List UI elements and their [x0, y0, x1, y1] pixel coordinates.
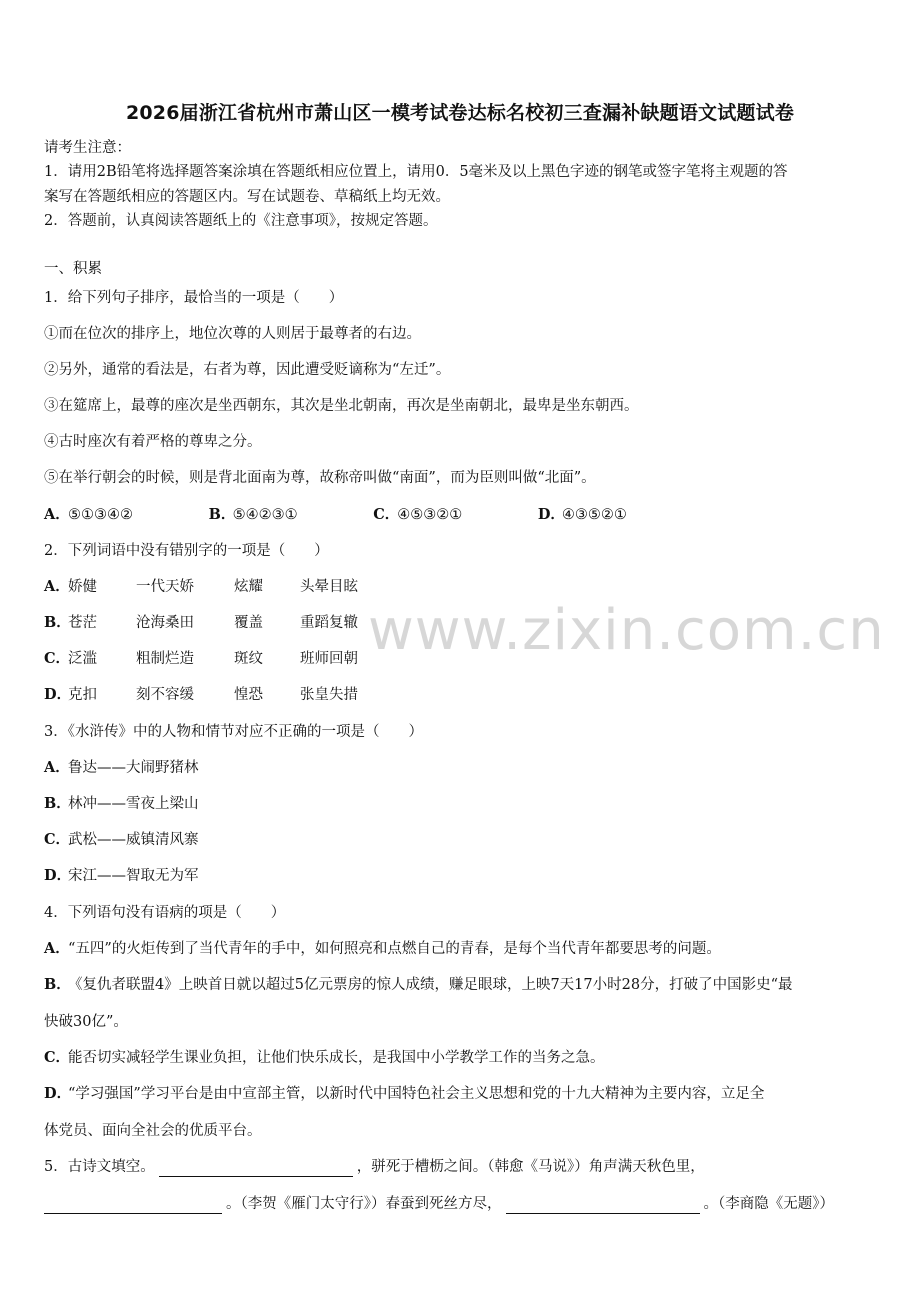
q5-line-2 [44, 1194, 834, 1214]
q4-option-a[interactable] [44, 939, 721, 959]
q1-option-a-text: ⑤①③④② [68, 507, 133, 523]
q2-option-d[interactable] [44, 685, 358, 705]
q2-b-word-1: 苍茫 [68, 615, 97, 631]
q3-option-c[interactable] [44, 830, 199, 850]
q2-c-word-2: 粗制烂造 [136, 651, 194, 667]
q1-option-c-text: ④⑤③②① [397, 507, 463, 523]
q5-segment-1: ，骈死于槽枥之间。（韩愈《马说》）角声满天秋色里， [356, 1159, 705, 1175]
q4-option-c-label: C． [44, 1049, 71, 1066]
q3-option-d-label: D． [44, 867, 72, 884]
q4-option-d[interactable] [44, 1084, 764, 1104]
q1-option-b[interactable] [209, 505, 369, 525]
q4-option-d-text-2: 体党员、面向全社会的优质平台。 [44, 1123, 262, 1139]
watermark: www.zixin.com.cn [368, 598, 885, 663]
q2-a-word-4: 头晕目眩 [300, 579, 358, 595]
q1-sentence-5: ⑤在举行朝会的时候，则是背北面南为尊，故称帝叫做“南面”，而为臣则叫做“北面”。 [44, 470, 596, 486]
q2-option-b-label: B． [44, 614, 71, 631]
q2-d-word-2: 刻不容缓 [136, 687, 194, 703]
q2-b-word-3: 覆盖 [234, 615, 263, 631]
q3-option-a-text: 鲁达——大闹野猪林 [68, 760, 199, 776]
q3-option-b[interactable] [44, 794, 199, 814]
q1-option-b-text: ⑤④②③① [232, 507, 298, 523]
q3-option-d[interactable] [44, 866, 199, 886]
q2-a-word-2: 一代天娇 [136, 579, 194, 595]
exam-title: 2026届浙江省杭州市萧山区一模考试卷达标名校初三查漏补缺题语文试题试卷 [125, 102, 795, 124]
q4-option-b[interactable] [44, 975, 793, 995]
q1-sentence-4: ④古时座次有着严格的尊卑之分。 [44, 434, 262, 450]
q1-option-a-label: A． [44, 506, 70, 523]
q1-option-d[interactable] [538, 505, 698, 525]
q5-stem: 5．古诗文填空。 [44, 1159, 155, 1175]
q1-sentence-1: ①而在位次的排序上，地位次尊的人则居于最尊者的右边。 [44, 326, 421, 342]
q2-option-a-label: A． [44, 578, 70, 595]
q5-blank-1[interactable] [159, 1160, 353, 1177]
q5-blank-2[interactable] [44, 1197, 222, 1214]
q4-option-b-label: B． [44, 976, 71, 993]
q2-a-word-1: 娇健 [68, 579, 97, 595]
notice-item-1-line-2: 案写在答题纸相应的答题区内。写在试题卷、草稿纸上均无效。 [44, 189, 450, 205]
q2-stem: 2．下列词语中没有错别字的一项是（ ） [44, 543, 329, 559]
q2-a-word-3: 炫耀 [234, 579, 263, 595]
q3-stem: 3．《水浒传》中的人物和情节对应不正确的一项是（ ） [44, 724, 423, 740]
q3-option-c-text: 武松——威镇清风寨 [68, 832, 199, 848]
q5-segment-3: 。（李商隐《无题》） [703, 1196, 834, 1212]
q4-option-d-text-1: “学习强国”学习平台是由中宣部主管，以新时代中国特色社会主义思想和党的十九大精神为主要内容，立足全 [68, 1086, 765, 1102]
q3-option-d-text: 宋江——智取无为军 [68, 868, 199, 884]
q4-option-d-label: D． [44, 1085, 72, 1102]
notice-item-1-line-1: 1．请用2B铅笔将选择题答案涂填在答题纸相应位置上，请用0．5毫米及以上黑色字迹的钢笔或签字笔将主观题的答 [44, 164, 788, 180]
q1-option-d-label: D． [537, 506, 565, 523]
q2-option-c-label: C． [44, 650, 71, 667]
q2-d-word-4: 张皇失措 [300, 687, 358, 703]
q1-sentence-2: ②另外，通常的看法是，右者为尊，因此遭受贬谪称为“左迁”。 [44, 362, 451, 378]
q2-option-b[interactable] [44, 613, 358, 633]
q2-b-word-2: 沧海桑田 [136, 615, 194, 631]
q2-c-word-1: 泛滥 [68, 651, 97, 667]
section-heading: 一、积累 [44, 261, 102, 277]
q5-line-1 [44, 1157, 705, 1177]
q1-sentence-3: ③在筵席上，最尊的座次是坐西朝东，其次是坐北朝南，再次是坐南朝北，最卑是坐东朝西。 [44, 398, 639, 414]
q2-b-word-4: 重蹈复辙 [300, 615, 358, 631]
q3-option-b-label: B． [44, 795, 71, 812]
q1-option-c[interactable] [373, 505, 533, 525]
q4-option-a-label: A． [44, 940, 70, 957]
q1-options [44, 505, 698, 525]
notice-item-2: 2．答题前，认真阅读答题纸上的《注意事项》，按规定答题。 [44, 213, 438, 229]
q4-option-a-text: “五四”的火炬传到了当代青年的手中，如何照亮和点燃自己的青春，是每个当代青年都要思考的问题。 [68, 941, 721, 957]
q2-d-word-1: 克扣 [68, 687, 97, 703]
q2-c-word-4: 班师回朝 [300, 651, 358, 667]
q2-option-d-label: D． [44, 686, 72, 703]
q4-stem: 4．下列语句没有语病的项是（ ） [44, 905, 286, 921]
q1-option-b-label: B． [208, 506, 236, 523]
q1-option-d-text: ④③⑤②① [561, 507, 627, 523]
q3-option-a-label: A． [44, 759, 70, 776]
q3-option-b-text: 林冲——雪夜上梁山 [68, 796, 199, 812]
q4-option-c[interactable] [44, 1048, 605, 1068]
q4-option-b-text-1: 《复仇者联盟4》上映首日就以超过5亿元票房的惊人成绩，赚足眼球，上映7天17小时28分，打破了中国影史“最 [68, 977, 793, 993]
q4-option-b-text-2: 快破30亿”。 [44, 1014, 128, 1030]
q2-option-a[interactable] [44, 577, 358, 597]
q2-option-c[interactable] [44, 649, 358, 669]
q2-c-word-3: 斑纹 [234, 651, 263, 667]
q1-option-c-label: C． [373, 506, 400, 523]
q5-blank-3[interactable] [506, 1197, 700, 1214]
q3-option-c-label: C． [44, 831, 71, 848]
q5-segment-2: 。（李贺《雁门太守行》）春蚕到死丝方尽， [226, 1196, 502, 1212]
q1-stem: 1．给下列句子排序，最恰当的一项是（ ） [44, 290, 344, 306]
q3-option-a[interactable] [44, 758, 199, 778]
q2-d-word-3: 惶恐 [234, 687, 263, 703]
q1-option-a[interactable] [44, 505, 204, 525]
notice-heading: 请考生注意： [44, 140, 131, 156]
q4-option-c-text: 能否切实减轻学生课业负担，让他们快乐成长，是我国中小学教学工作的当务之急。 [68, 1050, 605, 1066]
